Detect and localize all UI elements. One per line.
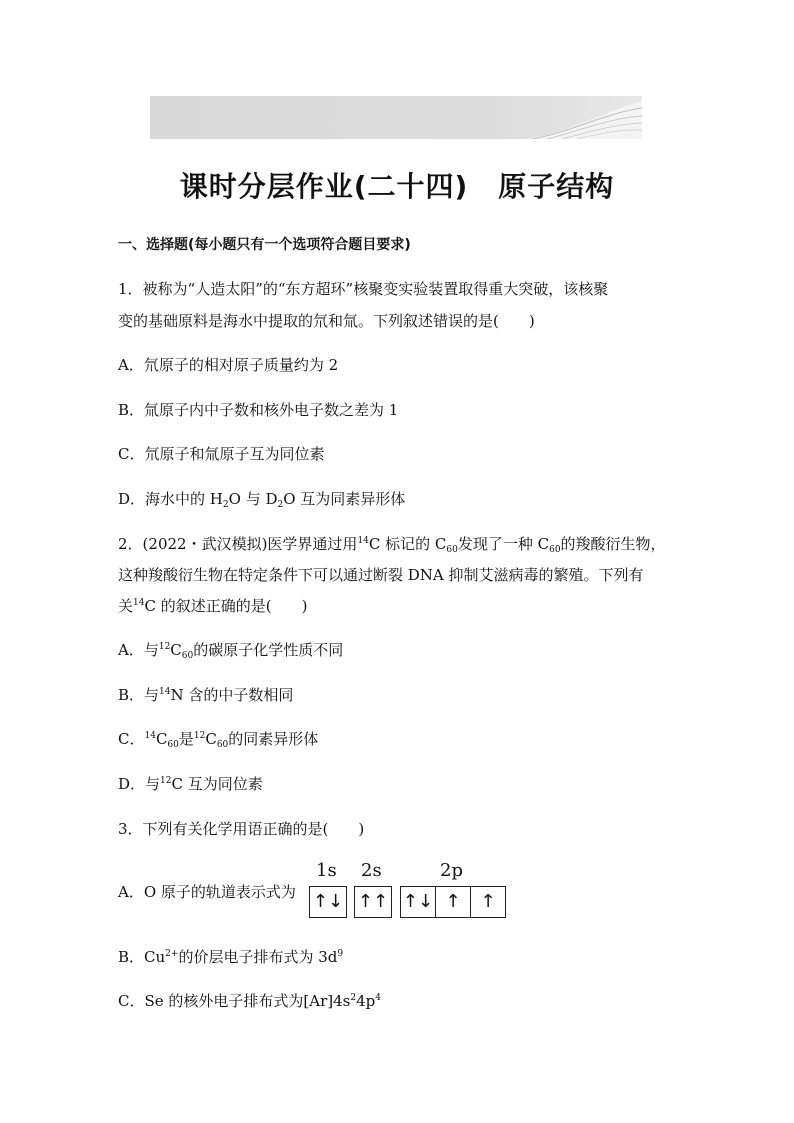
orbital-cell: ↑↓ (312, 891, 344, 912)
q1-option-b: B．氚原子内中子数和核外电子数之差为 1 (118, 401, 399, 419)
q2-stem-line1: 2．(2022・武汉模拟)医学界通过用$^{14}$C 标记的 $C_{60}$发现了一种 $C_{60}$的羧酸衍生物， (118, 535, 666, 555)
orbital-label-2s: 2s (361, 860, 382, 881)
q3-option-b: B．$Cu^{2+}$的价层电子排布式为 $3d^9$ (118, 948, 344, 966)
q1-option-c: C．氘原子和氚原子互为同位素 (118, 445, 325, 463)
q2-stem-line2: 这种羧酸衍生物在特定条件下可以通过断裂 DNA 抑制艾滋病毒的繁殖。下列有 (118, 566, 644, 584)
q2-option-d: D．与$^{12}$C 互为同位素 (118, 775, 263, 793)
header-banner (150, 96, 642, 139)
section-heading: 一、选择题(每小题只有一个选项符合题目要求) (118, 237, 411, 253)
title-main: 课时分层作业(二十四) (179, 170, 469, 203)
orbital-cell: ↑↓ (401, 887, 436, 917)
page-title (0, 165, 794, 205)
q3-stem: 3．下列有关化学用语正确的是( ) (118, 820, 365, 838)
page-curl-decoration (522, 96, 642, 139)
title-sub: 原子结构 (498, 170, 615, 203)
orbital-label-2p: 2p (440, 860, 463, 881)
orbital-cell: ↑ (436, 887, 471, 917)
orbital-box-2p (400, 886, 506, 918)
q3-option-a: A．O 原子的轨道表示式为 (118, 883, 296, 901)
q2-option-c: C．$^{14}C_{60}$是$^{12}C_{60}$的同素异形体 (118, 730, 319, 750)
orbital-box-1s (309, 886, 347, 918)
orbital-label-1s: 1s (316, 860, 337, 881)
q1-option-a: A．氘原子的相对原子质量约为 2 (118, 356, 339, 374)
q2-stem-line3: 关$^{14}$C 的叙述正确的是( ) (118, 597, 308, 615)
q1-option-d: D．海水中的 $H_2O$ 与 $D_2O$ 互为同素异形体 (118, 490, 406, 510)
q1-stem-line2: 变的基础原料是海水中提取的氘和氚。下列叙述错误的是( ) (118, 312, 535, 330)
orbital-box-2s (354, 886, 392, 918)
q1-stem-line1: 1．被称为“人造太阳”的“东方超环”核聚变实验装置取得重大突破，该核聚 (118, 280, 609, 298)
q2-option-b: B．与$^{14}$N 含的中子数相同 (118, 686, 294, 704)
q2-option-a: A．与$^{12}C_{60}$的碳原子化学性质不同 (118, 641, 344, 661)
q3-option-c: C．Se 的核外电子排布式为$[Ar]4s^24p^4$ (118, 992, 381, 1010)
orbital-cell: ↑ (480, 891, 496, 912)
orbital-cell: ↑↑ (357, 891, 389, 912)
